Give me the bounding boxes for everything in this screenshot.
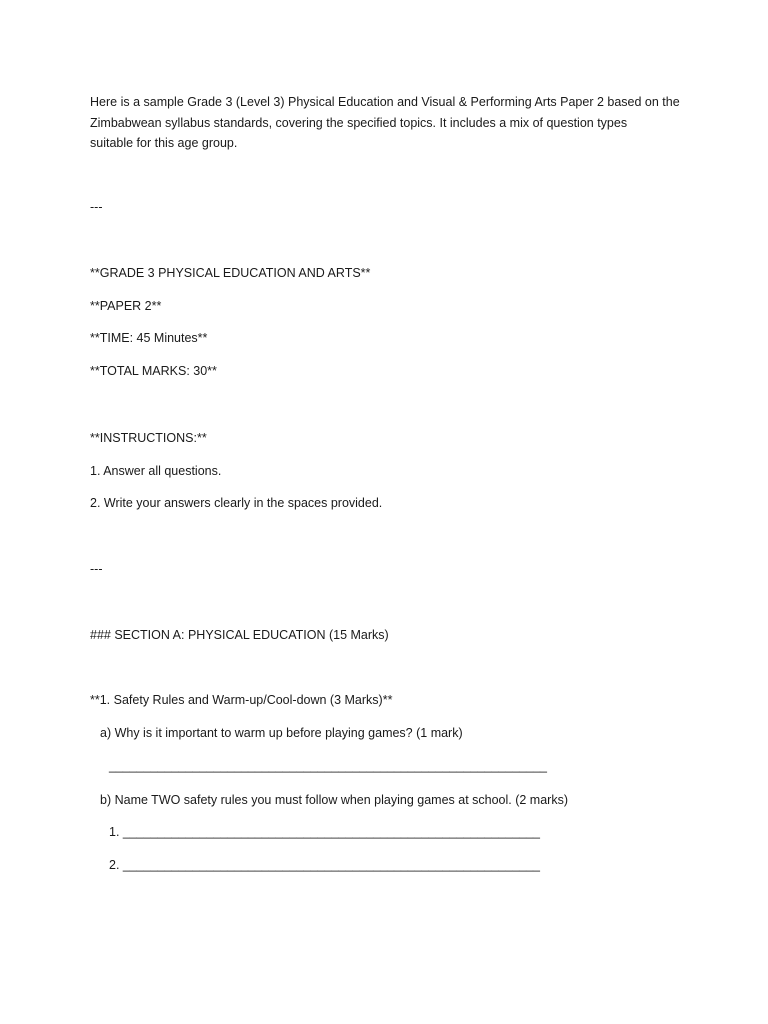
intro-line: Here is a sample Grade 3 (Level 3) Physical Education and Visual & Performing Arts Paper 2 based on the [90,95,680,109]
answer-line-1b-1[interactable]: 1. ____________________________________________________________ [109,825,541,839]
separator: --- [90,200,103,214]
question-1-title: **1. Safety Rules and Warm-up/Cool-down (3 Marks)** [90,693,393,707]
paper-number: **PAPER 2** [90,299,162,313]
intro-paragraph [90,92,690,154]
separator: --- [90,562,103,576]
answer-line-1a[interactable]: _______________________________________________________________ [109,759,547,773]
instruction-item: 2. Write your answers clearly in the spaces provided. [90,496,383,510]
instruction-item: 1. Answer all questions. [90,464,222,478]
paper-time: **TIME: 45 Minutes** [90,331,208,345]
intro-line: Zimbabwean syllabus standards, covering the specified topics. It includes a mix of question types [90,115,628,130]
section-a-heading: ### SECTION A: PHYSICAL EDUCATION (15 Marks) [90,628,389,642]
paper-total-marks: **TOTAL MARKS: 30** [90,364,217,378]
question-1a: a) Why is it important to warm up before playing games? (1 mark) [100,726,463,740]
intro-line: suitable for this age group. [90,136,238,150]
answer-line-1b-2[interactable]: 2. ____________________________________________________________ [109,858,541,872]
paper-title: **GRADE 3 PHYSICAL EDUCATION AND ARTS** [90,266,371,280]
instructions-heading: **INSTRUCTIONS:** [90,431,207,445]
question-1b: b) Name TWO safety rules you must follow when playing games at school. (2 marks) [100,793,568,807]
